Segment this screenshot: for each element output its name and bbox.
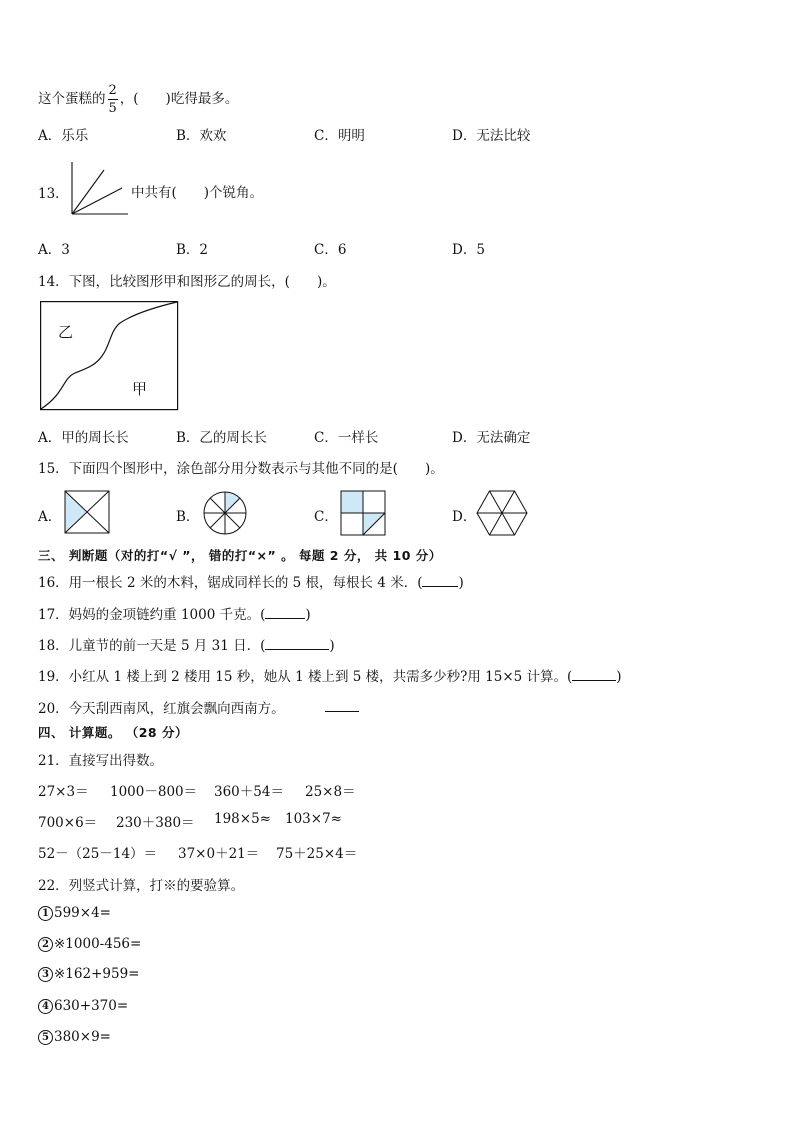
q15-option-b: B． <box>176 509 200 525</box>
calc-item: 52－（25－14）＝ <box>38 846 158 862</box>
q17 <box>38 603 311 623</box>
calc-item: 27×3＝ <box>38 784 89 800</box>
circled-number: 4 <box>38 999 53 1014</box>
q18-text: 18．儿童节的前一天是 5 月 31 日．( <box>38 638 266 654</box>
q14-option-a: A．甲的周长长 <box>38 430 129 446</box>
q22-stem: 22．列竖式计算，打※的要验算。 <box>38 878 245 894</box>
q14-stem: 14．下图，比较图形甲和图形乙的周长，( )。 <box>38 274 336 290</box>
vertical-calc-expr: 630+370= <box>54 998 129 1014</box>
calc-item: 198×5≈ <box>214 811 271 827</box>
q12-text-after: ，( )吃得最多。 <box>119 91 239 107</box>
vertical-calc-expr: 380×9= <box>54 1029 111 1045</box>
calc-item: 103×7≈ <box>285 811 342 827</box>
q16-text: 16．用一根长 2 米的木料，锯成同样长的 5 根，每根长 4 米．( <box>38 575 423 591</box>
circled-number: 1 <box>38 906 53 921</box>
q12-stem <box>38 84 238 115</box>
fraction <box>108 84 118 115</box>
section-4-title: 四、 计算题。 （28 分） <box>38 725 188 740</box>
angle-rays-figure <box>68 160 130 218</box>
answer-blank[interactable] <box>422 574 458 587</box>
q13-option-c: C．6 <box>314 242 347 258</box>
paren-close: ) <box>458 575 464 591</box>
q19-text: 19．小红从 1 楼上到 2 楼用 15 秒，她从 1 楼上到 5 楼，共需多少秒?用 15×5 计算。( <box>38 669 573 685</box>
q18 <box>38 634 335 654</box>
calc-item: 1000－800＝ <box>110 784 198 800</box>
calc-item: 37×0＋21＝ <box>178 846 260 862</box>
paren-close: ) <box>329 638 335 654</box>
q20-answer-blank[interactable] <box>325 700 359 712</box>
answer-blank[interactable] <box>265 637 329 650</box>
q12-text-before: 这个蛋糕的 <box>38 91 106 107</box>
q15-option-d: D． <box>452 509 477 525</box>
fraction-denominator: 5 <box>108 101 117 116</box>
q15-option-a: A． <box>38 509 62 525</box>
calc-item: 25×8＝ <box>305 784 356 800</box>
vertical-calc-expr: ※1000-456= <box>54 936 142 952</box>
vertical-calc-4 <box>38 998 128 1014</box>
perimeter-figure <box>40 301 180 413</box>
q20-text: 20．今天刮西南风，红旗会飘向西南方。 <box>38 701 285 717</box>
circled-number: 2 <box>38 937 53 952</box>
vertical-calc-1 <box>38 905 111 921</box>
q12-option-a: A．乐乐 <box>38 128 89 144</box>
q14-option-b: B．乙的周长长 <box>176 430 267 446</box>
circle-eighths-figure <box>202 490 248 536</box>
q14-option-c: C．一样长 <box>314 430 379 446</box>
q13-option-d: D．5 <box>452 242 485 258</box>
vertical-calc-5 <box>38 1029 111 1045</box>
paren-close: ) <box>305 607 311 623</box>
q13-option-b: B．2 <box>176 242 209 258</box>
vertical-calc-2 <box>38 936 141 952</box>
label-jia: 甲 <box>132 380 148 398</box>
vertical-calc-expr: ※162+959= <box>54 966 140 982</box>
paren-close: ) <box>616 669 622 685</box>
q13-text: 中共有( )个锐角。 <box>131 185 264 201</box>
circled-number: 3 <box>38 967 53 982</box>
circled-number: 5 <box>38 1030 53 1045</box>
vertical-calc-expr: 599×4= <box>54 905 111 921</box>
q13-number: 13． <box>38 186 69 202</box>
calc-item: 360＋54＝ <box>214 784 284 800</box>
calc-item: 700×6＝ <box>38 815 98 831</box>
q15-option-c: C． <box>314 509 338 525</box>
square-diagonals-figure <box>64 490 110 534</box>
q14-option-d: D．无法确定 <box>452 430 531 446</box>
square-quarters-figure <box>340 490 386 536</box>
q16 <box>38 571 464 591</box>
fraction-numerator: 2 <box>108 83 117 98</box>
section-3-title: 三、 判断题（对的打“√ ”， 错的打“×” 。 每题 2 分， 共 10 分） <box>38 548 442 563</box>
q12-option-c: C．明明 <box>314 128 365 144</box>
q21-stem: 21．直接写出得数。 <box>38 753 164 769</box>
q13-option-a: A．3 <box>38 242 70 258</box>
q17-text: 17．妈妈的金项链约重 1000 千克。( <box>38 607 266 623</box>
answer-blank[interactable] <box>572 668 616 681</box>
q12-option-d: D．无法比较 <box>452 128 531 144</box>
q15-stem: 15．下面四个图形中，涂色部分用分数表示与其他不同的是( )。 <box>38 461 444 477</box>
calc-item: 75＋25×4＝ <box>276 846 358 862</box>
vertical-calc-3 <box>38 966 139 982</box>
q19 <box>38 665 622 685</box>
q12-option-b: B．欢欢 <box>176 128 227 144</box>
calc-item: 230＋380＝ <box>116 815 195 831</box>
answer-blank[interactable] <box>265 606 305 619</box>
label-yi: 乙 <box>58 323 74 341</box>
hexagon-figure <box>476 490 528 536</box>
